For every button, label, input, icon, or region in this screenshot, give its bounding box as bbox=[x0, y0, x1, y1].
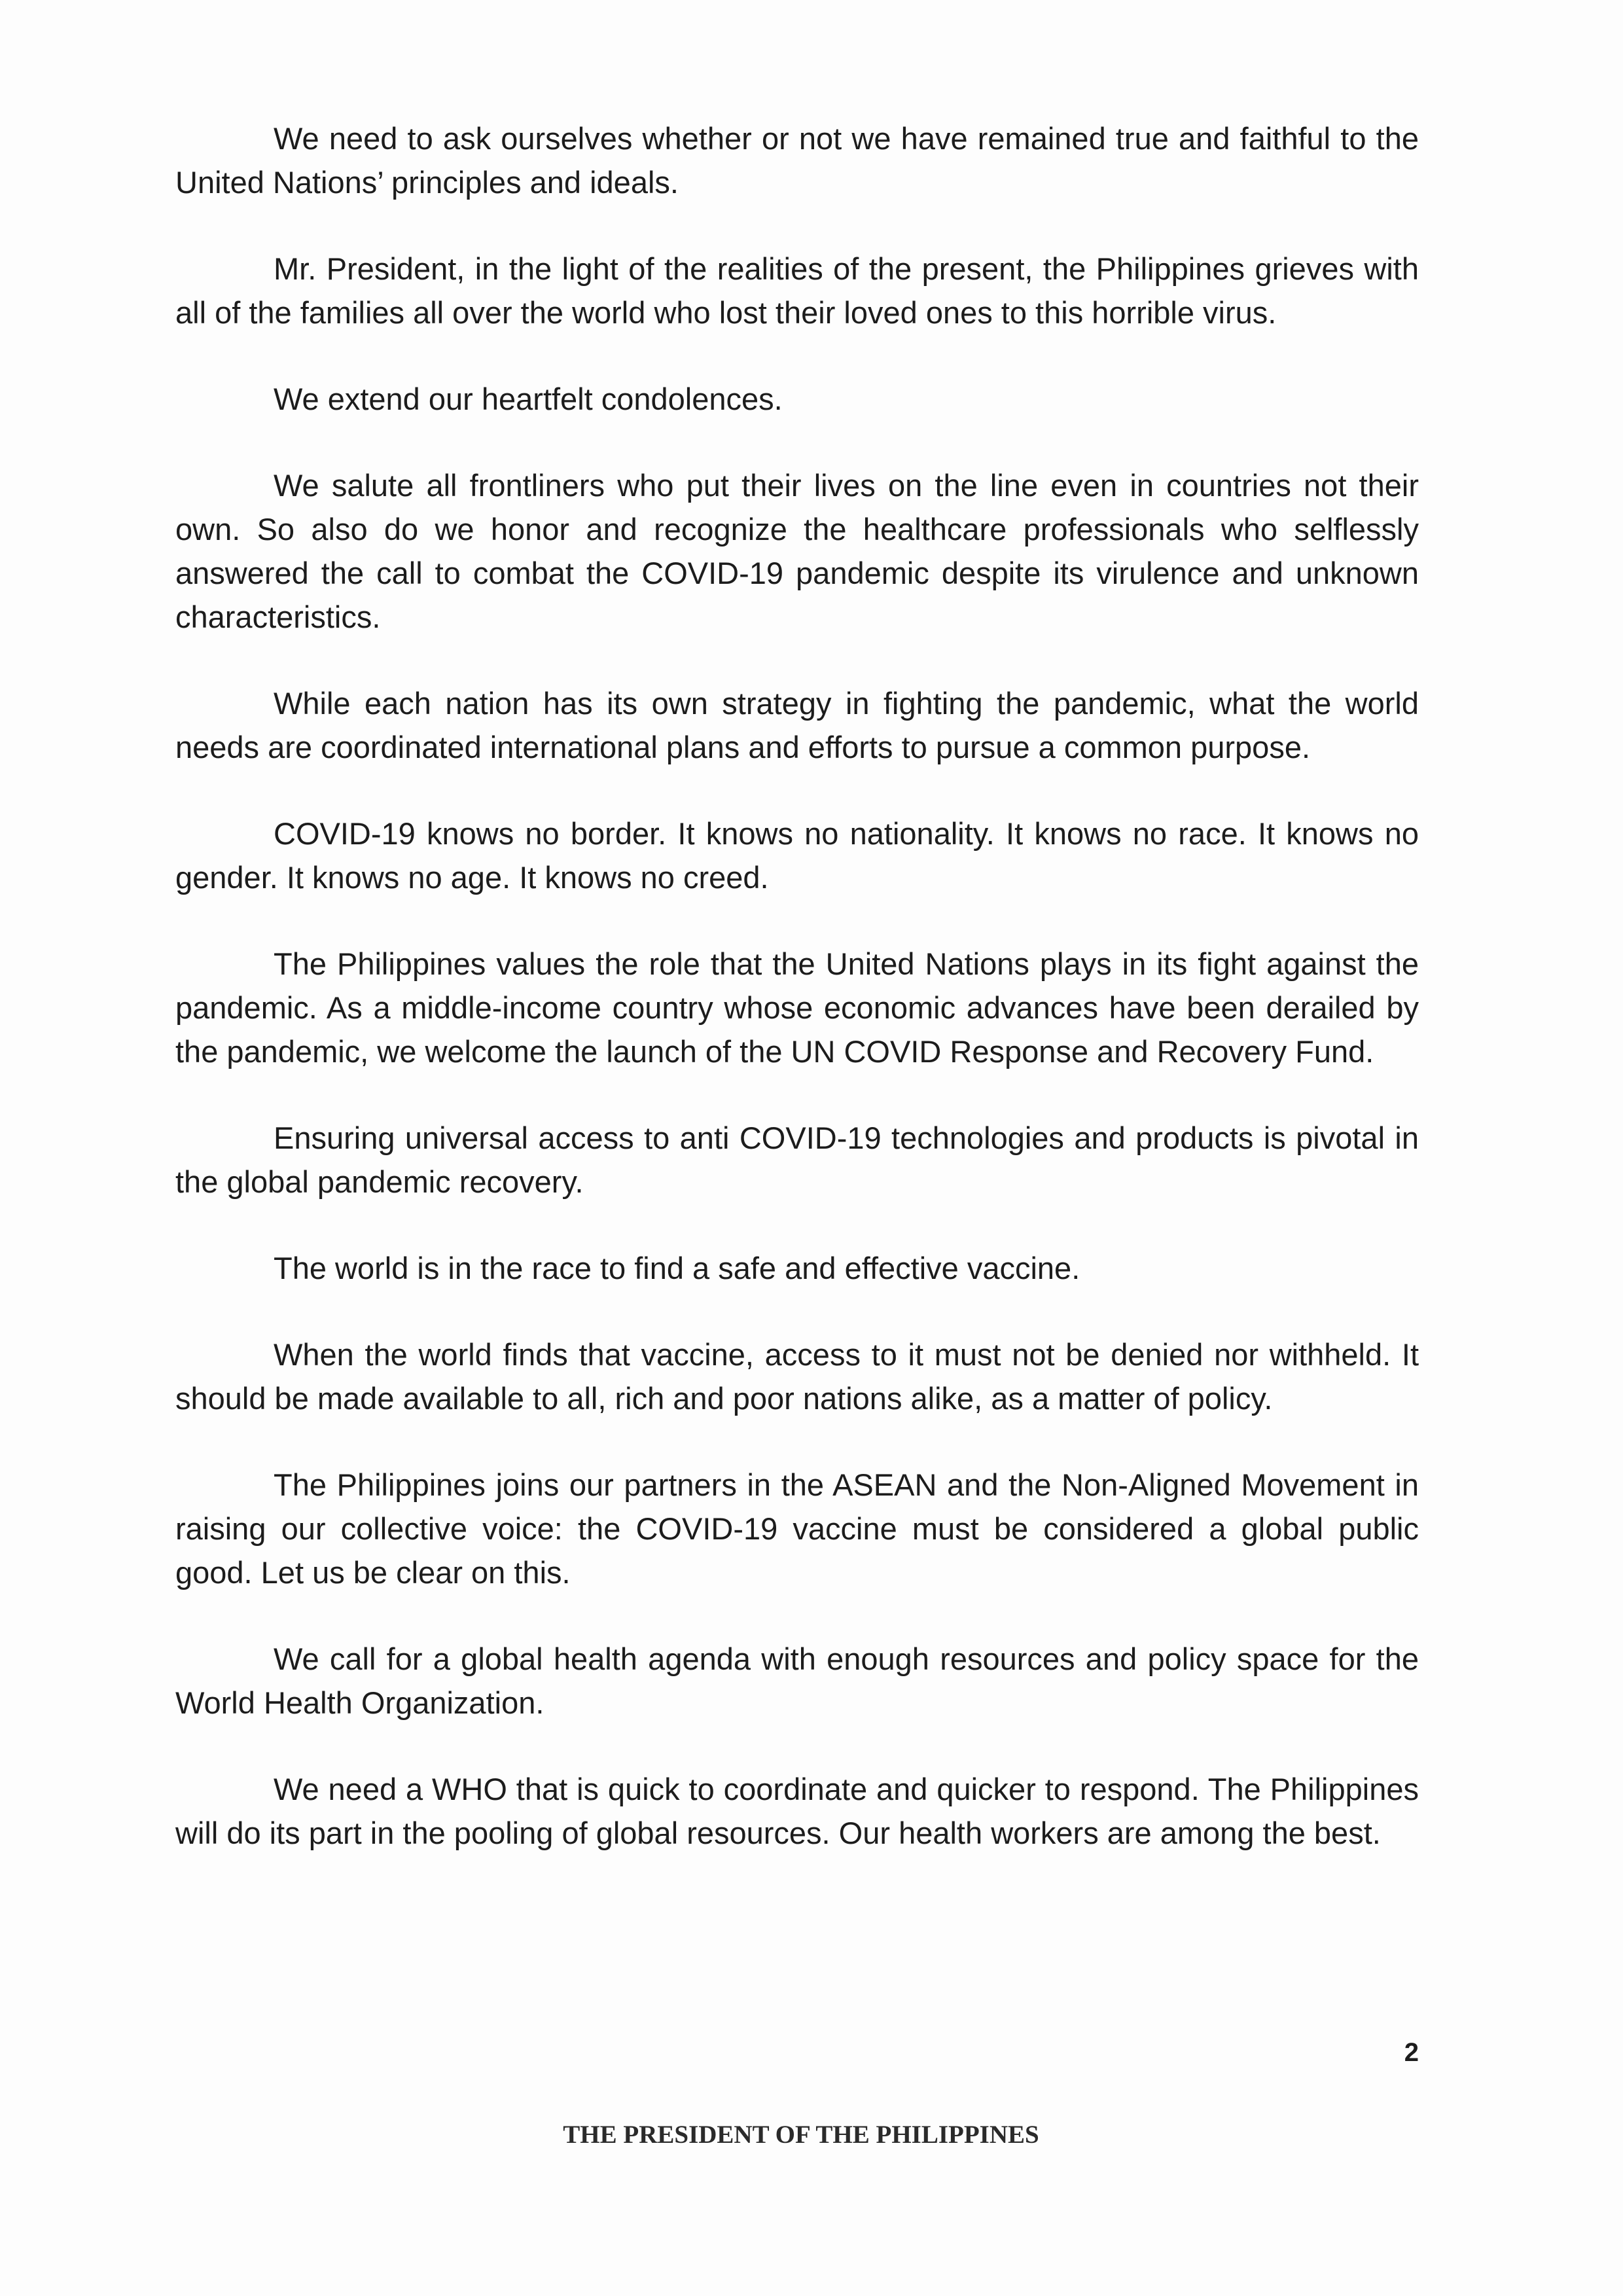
paragraph-5: While each nation has its own strategy in fighting the pandemic, what the world needs are coordinated international plans and efforts to pursue a common purpose. bbox=[175, 686, 1419, 764]
footer-text: THE PRESIDENT OF THE PHILIPPINES bbox=[563, 2121, 1039, 2149]
paragraph-2: Mr. President, in the light of the realities of the present, the Philippines grieves with all of the families all over the world who lost their loved ones to this horrible virus. bbox=[175, 251, 1419, 330]
paragraph-4: We salute all frontliners who put their lives on the line even in countries not their own. So also do we honor and recognize the healthcare professionals who selflessly answered the call to combat the COVID-19 pandemic despite its virulence and unknown characteristics. bbox=[175, 468, 1419, 634]
paragraph-6: COVID-19 knows no border. It knows no nationality. It knows no race. It knows no gender. It knows no age. It knows no creed. bbox=[175, 816, 1419, 895]
paragraph-1: We need to ask ourselves whether or not we have remained true and faithful to the United Nations’ principles and ideals. bbox=[175, 121, 1419, 200]
paragraph-12: We call for a global health agenda with enough resources and policy space for the World Health Organization. bbox=[175, 1641, 1419, 1720]
paragraph-11: The Philippines joins our partners in the ASEAN and the Non-Aligned Movement in raising our collective voice: the COVID-19 vaccine must be considered a global public good. Let us be clear on this. bbox=[175, 1467, 1419, 1590]
footer-letterhead bbox=[0, 2119, 1623, 2151]
paragraph-3: We extend our heartfelt condolences. bbox=[274, 382, 783, 416]
paragraph-10: When the world finds that vaccine, access to it must not be denied nor withheld. It should be made available to all, rich and poor nations alike, as a matter of policy. bbox=[175, 1337, 1419, 1416]
paragraph-13: We need a WHO that is quick to coordinate and quicker to respond. The Philippines will do its part in the pooling of global resources. Our health workers are among the best. bbox=[175, 1772, 1419, 1850]
speech-body bbox=[175, 117, 1419, 1897]
paragraph-7: The Philippines values the role that the United Nations plays in its fight against the pandemic. As a middle-income country whose economic advances have been derailed by the pandemic, we welcome the launch of the UN COVID Response and Recovery Fund. bbox=[175, 946, 1419, 1069]
page-number: 2 bbox=[1404, 2038, 1419, 2067]
paragraph-8: Ensuring universal access to anti COVID-19 technologies and products is pivotal in the global pandemic recovery. bbox=[175, 1121, 1419, 1199]
paragraph-9: The world is in the race to find a safe and effective vaccine. bbox=[274, 1251, 1080, 1285]
